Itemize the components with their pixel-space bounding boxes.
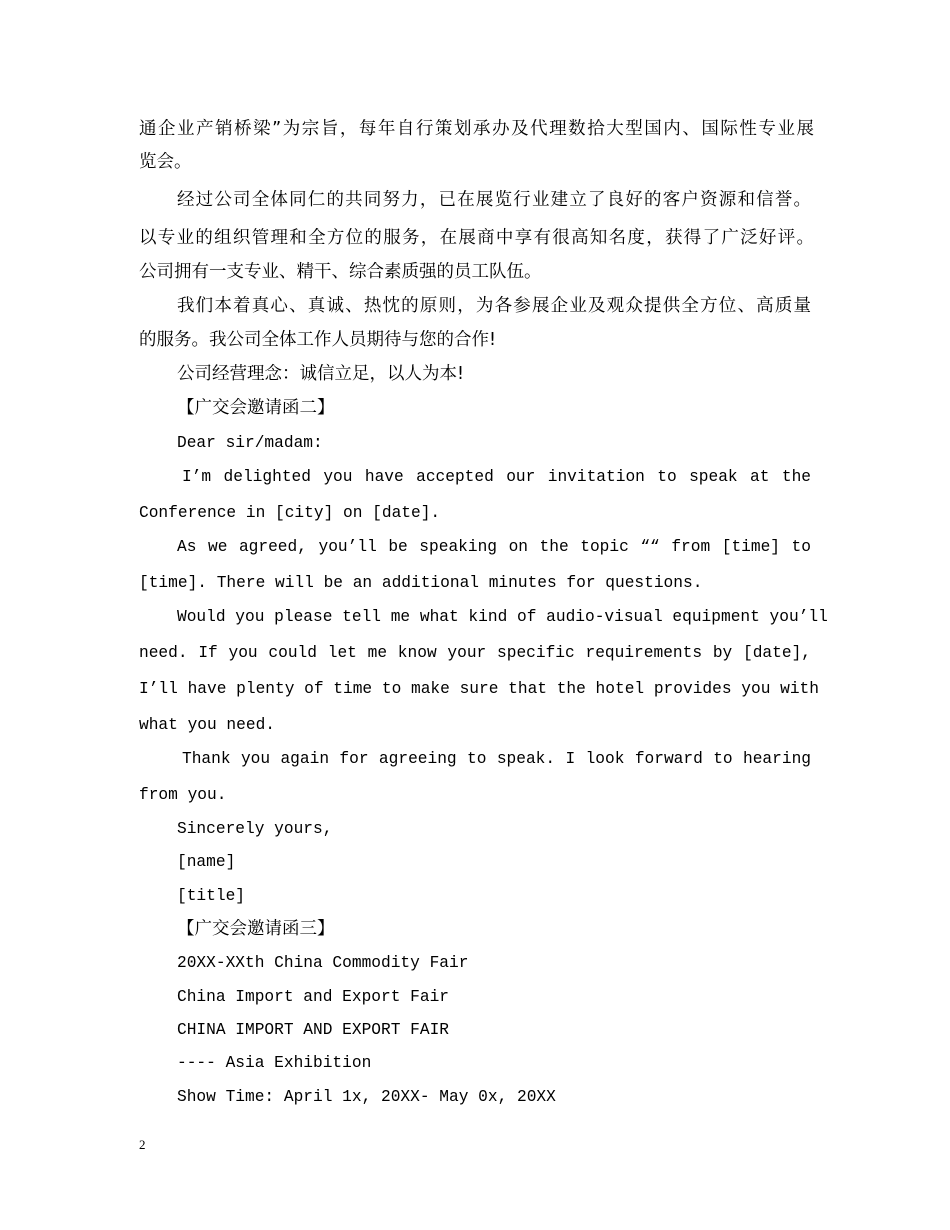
fair-line: China Import and Export Fair — [177, 988, 449, 1006]
letter-line: Would you please tell me what kind of audio-visual equipment you’ll — [177, 608, 828, 626]
paragraph-line: 以专业的组织管理和全方位的服务，在展商中享有很高知名度，获得了广泛好评。 — [139, 228, 814, 248]
section-heading: 【广交会邀请函二】 — [177, 398, 335, 418]
letter-line: As we agreed, you’ll be speaking on the topic ““ from [time] to — [177, 538, 811, 556]
section-heading: 【广交会邀请函三】 — [177, 919, 335, 939]
fair-line: 20XX-XXth China Commodity Fair — [177, 954, 469, 972]
paragraph-line: 公司经营理念：诚信立足，以人为本! — [177, 364, 465, 384]
fair-line: ---- Asia Exhibition — [177, 1054, 372, 1072]
paragraph-line: 的服务。我公司全体工作人员期待与您的合作! — [139, 330, 497, 350]
signature-title: [title] — [177, 887, 245, 905]
paragraph-line: 览会。 — [139, 152, 192, 172]
letter-line: from you. — [139, 786, 227, 804]
paragraph-line: 我们本着真心、真诚、热忱的原则，为各参展企业及观众提供全方位、高质量 — [177, 296, 811, 316]
letter-line: what you need. — [139, 716, 275, 734]
page-number: 2 — [139, 1137, 146, 1152]
salutation: Dear sir/madam: — [177, 434, 323, 452]
letter-line: Thank you again for agreeing to speak. I look forward to hearing — [182, 750, 811, 768]
signature-name: [name] — [177, 853, 236, 871]
paragraph-line: 公司拥有一支专业、精干、综合素质强的员工队伍。 — [139, 262, 542, 282]
letter-line: need. If you could let me know your specific requirements by [date], — [139, 644, 811, 662]
paragraph-line: 经过公司全体同仁的共同努力，已在展览行业建立了良好的客户资源和信誉。 — [177, 190, 811, 210]
closing: Sincerely yours, — [177, 820, 333, 838]
fair-line: Show Time: April 1x, 20XX- May 0x, 20XX — [177, 1088, 556, 1106]
letter-line: I’m delighted you have accepted our invitation to speak at the — [182, 468, 811, 486]
letter-line: Conference in [city] on [date]. — [139, 504, 441, 522]
letter-line: I’ll have plenty of time to make sure that the hotel provides you with — [139, 680, 819, 698]
fair-line: CHINA IMPORT AND EXPORT FAIR — [177, 1021, 449, 1039]
letter-line: [time]. There will be an additional minutes for questions. — [139, 574, 703, 592]
paragraph-line: 通企业产销桥梁”为宗旨，每年自行策划承办及代理数拾大型国内、国际性专业展 — [139, 119, 814, 139]
